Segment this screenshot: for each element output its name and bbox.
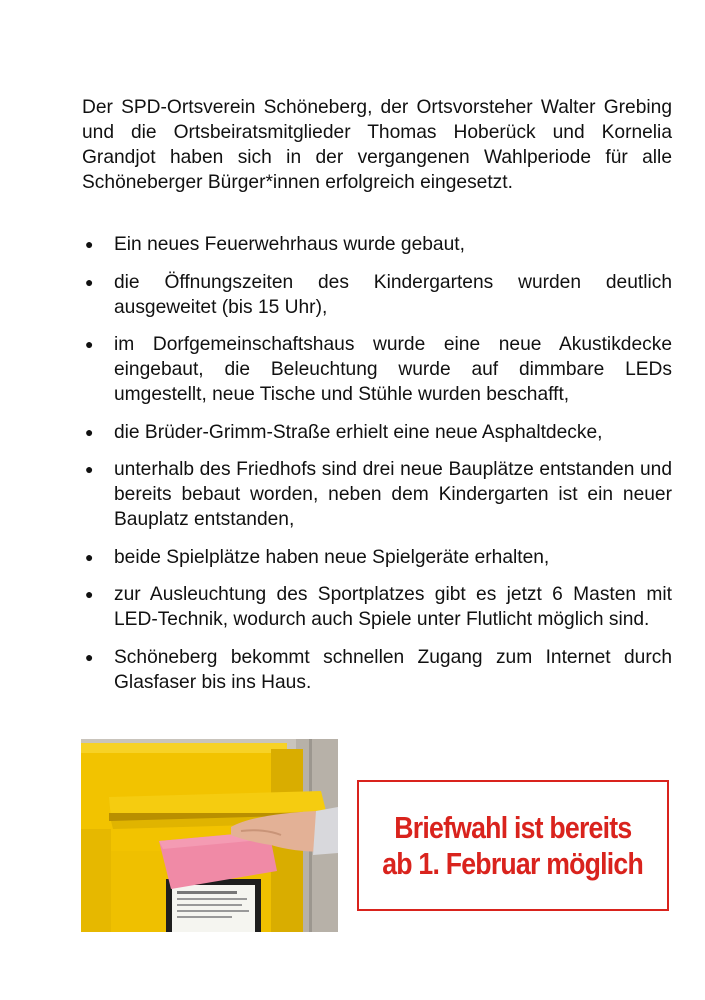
list-item-text: unterhalb des Friedhofs sind drei neue Bauplätze entstanden und bereits bebaut worden, neben dem Kindergarten ist ein neuer Bauplatz entstanden, — [114, 459, 672, 530]
bullet-icon: ● — [85, 648, 94, 665]
postal-vote-callout — [357, 780, 669, 911]
list-item — [82, 420, 672, 445]
intro-paragraph: Der SPD-Ortsverein Schöneberg, der Ortsvorsteher Walter Grebing und die Ortsbeiratsmitglieder Thomas Hoberück und Kornelia Grandjot haben sich in der vergangenen Wahlperiode für alle Schöneberger Bürger*innen erfolgreich eingesetzt. — [82, 97, 672, 193]
callout-line-1: Briefwahl ist bereits — [394, 809, 632, 845]
list-item-text: zur Ausleuchtung des Sportplatzes gibt es jetzt 6 Masten mit LED-Technik, wodurch auch Spiele unter Flutlicht möglich sind. — [114, 584, 672, 630]
list-item-text: im Dorfgemeinschaftshaus wurde eine neue Akustikdecke eingebaut, die Beleuchtung wurde auf dimmbare LEDs umgestellt, neue Tische und Stühle wurden beschafft, — [114, 334, 672, 405]
mailbox-photo — [81, 739, 338, 932]
callout-line-2: ab 1. Februar möglich — [382, 845, 644, 881]
list-item-text: Schöneberg bekommt schnellen Zugang zum Internet durch Glasfaser bis ins Haus. — [114, 646, 672, 693]
list-item — [82, 545, 672, 570]
bullet-icon: ● — [85, 273, 94, 290]
list-item — [82, 232, 672, 257]
list-item-text: die Brüder-Grimm-Straße erhielt eine neue Asphaltdecke, — [114, 421, 603, 443]
bullet-icon: ● — [85, 586, 94, 602]
bullet-icon: ● — [85, 423, 94, 440]
bullet-icon: ● — [85, 461, 94, 477]
bullet-icon: ● — [85, 236, 94, 252]
achievement-list — [82, 232, 672, 707]
list-item — [82, 332, 672, 407]
bullet-icon: ● — [85, 548, 94, 565]
list-item-text: beide Spielplätze haben neue Spielgeräte erhalten, — [114, 546, 550, 568]
list-item-text: die Öffnungszeiten des Kindergartens wurden deutlich ausgeweitet (bis 15 Uhr), — [114, 271, 672, 318]
list-item — [82, 457, 672, 532]
list-item — [82, 645, 672, 695]
list-item — [82, 270, 672, 320]
list-item — [82, 582, 672, 632]
bullet-icon: ● — [85, 336, 94, 352]
list-item-text: Ein neues Feuerwehrhaus wurde gebaut, — [114, 234, 465, 255]
